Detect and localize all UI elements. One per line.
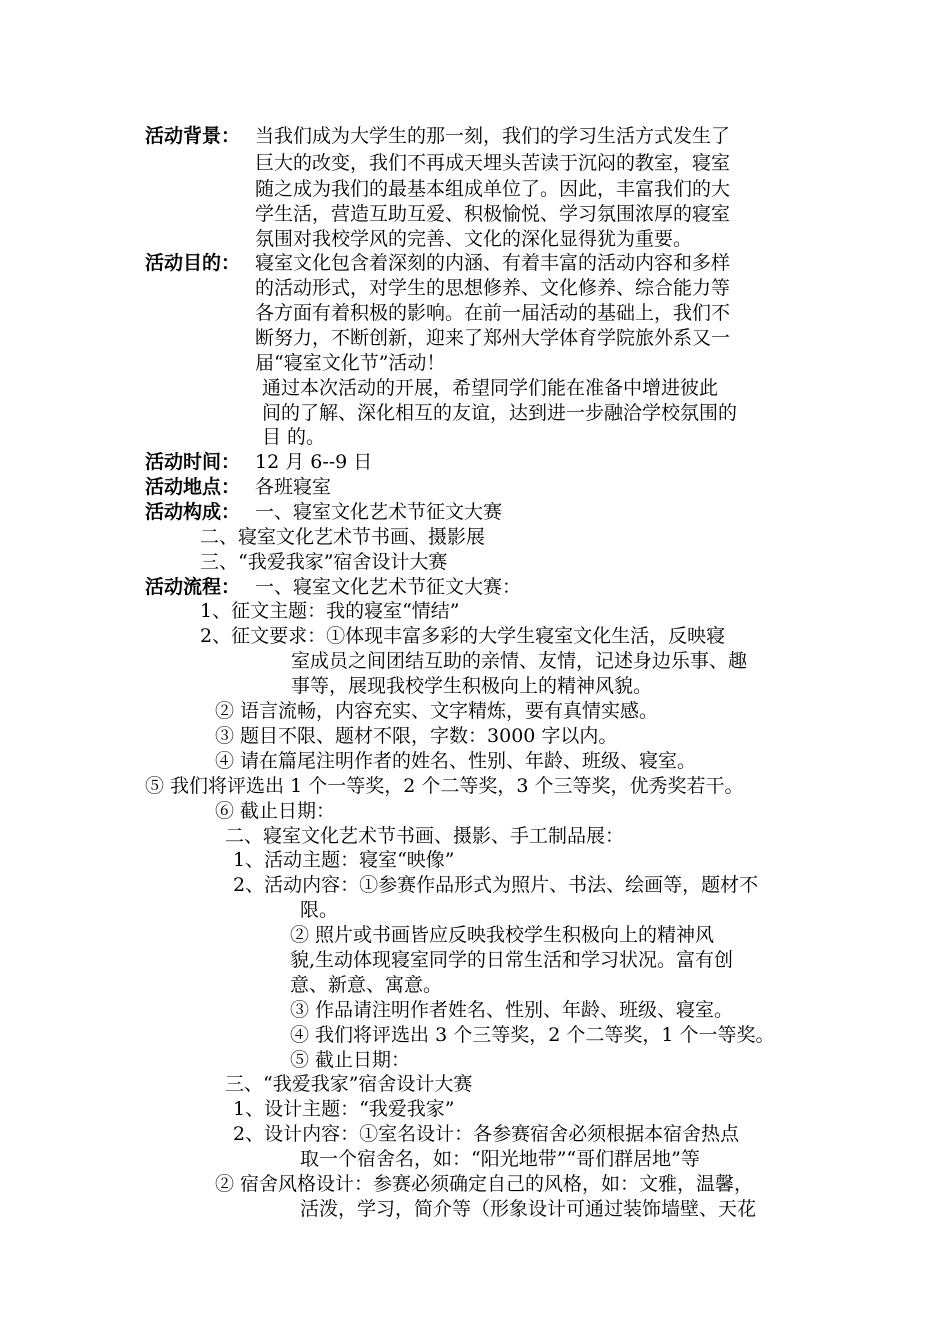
process-line: 活泼，学习，简介等（形象设计可通过装饰墙壁、天花	[300, 1198, 757, 1220]
background-line: 随之成为我们的最基本组成单位了。因此，丰富我们的大	[255, 178, 731, 200]
composition-line: 二、寝室文化艺术节书画、摄影展	[200, 526, 486, 548]
background-line: 氛围对我校学风的完善、文化的深化显得犹为重要。	[255, 228, 693, 250]
process-line: 一、寝室文化艺术节征文大赛：	[255, 576, 522, 598]
purpose-line: 的活动形式，对学生的思想修养、文化修养、综合能力等	[255, 277, 731, 299]
process-line: 2、活动内容：①参赛作品形式为照片、书法、绘画等，题材不	[233, 874, 759, 896]
purpose-line: 寝室文化包含着深刻的内涵、有着丰富的活动内容和多样	[255, 252, 731, 274]
process-line: ④ 我们将评选出 3 个三等奖，2 个二等奖，1 个一等奖。	[290, 1024, 775, 1046]
process-line: ⑤ 截止日期：	[290, 1049, 411, 1071]
process-line: 1、征文主题：我的寝室“情结”	[200, 600, 460, 622]
composition-line: 三、“我爱我家”宿舍设计大赛	[200, 551, 448, 573]
process-line: 三、“我爱我家”宿舍设计大赛	[225, 1073, 473, 1095]
purpose-line: 各方面有着积极的影响。在前一届活动的基础上，我们不	[255, 302, 731, 324]
purpose-line: 断努力，不断创新，迎来了郑州大学体育学院旅外系又一	[255, 327, 731, 349]
process-line: 1、设计主题：“我爱我家”	[233, 1098, 455, 1120]
composition-label: 活动构成：	[145, 501, 241, 523]
purpose-line: 间的了解、深化相互的友谊，达到进一步融洽学校氛围的	[262, 402, 738, 424]
process-line: 限。	[300, 899, 339, 921]
place-label: 活动地点：	[145, 476, 241, 498]
place-value: 各班寝室	[255, 476, 332, 498]
process-line: ⑤ 我们将评选出 1 个一等奖，2 个二等奖，3 个三等奖，优秀奖若干。	[145, 775, 744, 797]
process-line: 二、寝室文化艺术节书画、摄影、手工制品展：	[225, 825, 625, 847]
composition-line: 一、寝室文化艺术节征文大赛	[255, 501, 503, 523]
purpose-label: 活动目的：	[145, 252, 241, 274]
process-line: 取一个宿舍名，如：“阳光地带”“哥们群居地”等	[300, 1148, 700, 1170]
process-line: 意、新意、寓意。	[290, 974, 443, 996]
process-line: ② 语言流畅，内容充实、文字精炼，要有真情实感。	[215, 700, 659, 722]
process-line: ③ 作品请注明作者姓名、性别、年龄、班级、寝室。	[290, 999, 734, 1021]
process-line: 2、设计内容：①室名设计：各参赛宿舍必须根据本宿舍热点	[233, 1123, 740, 1145]
time-value: 12 月 6--9 日	[255, 451, 373, 473]
process-line: 事等，展现我校学生积极向上的精神风貌。	[291, 675, 653, 697]
background-line: 当我们成为大学生的那一刻，我们的学习生活方式发生了	[255, 125, 731, 147]
process-line: ④ 请在篇尾注明作者的姓名、性别、年龄、班级、寝室。	[215, 750, 697, 772]
background-line: 学生活，营造互助互爱、积极愉悦、学习氛围浓厚的寝室	[255, 203, 731, 225]
purpose-line: 目 的。	[262, 426, 326, 448]
time-label: 活动时间：	[145, 451, 241, 473]
process-line: 室成员之间团结互助的亲情、友情，记述身边乐事、趣	[291, 650, 748, 672]
purpose-line: 通过本次活动的开展，希望同学们能在准备中增进彼此	[262, 377, 719, 399]
background-label: 活动背景：	[145, 125, 241, 147]
process-line: 2、征文要求：①体现丰富多彩的大学生寝室文化生活，反映寝	[200, 625, 726, 647]
process-line: ⑥ 截止日期：	[215, 800, 336, 822]
process-line: 1、活动主题：寝室“映像”	[233, 849, 455, 871]
process-line: 貌,生动体现寝室同学的日常生活和学习状况。富有创	[290, 949, 734, 971]
process-line: ② 照片或书画皆应反映我校学生积极向上的精神风	[290, 924, 715, 946]
background-line: 巨大的改变，我们不再成天埋头苦读于沉闷的教室，寝室	[255, 152, 731, 174]
process-label: 活动流程：	[145, 576, 241, 598]
process-line: ② 宿舍风格设计：参赛必须确定自己的风格，如：文雅，温馨，	[215, 1173, 754, 1195]
process-line: ③ 题目不限、题材不限，字数：3000 字以内。	[215, 725, 618, 747]
purpose-line: 届“寝室文化节”活动！	[255, 352, 446, 374]
